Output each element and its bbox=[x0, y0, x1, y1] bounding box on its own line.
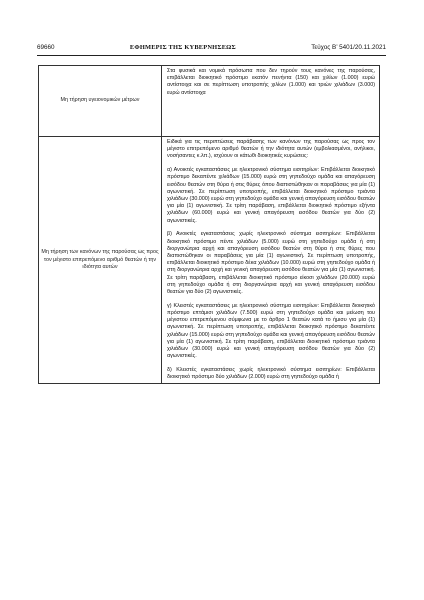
penalty-paragraph: β) Ανοικτές εγκαταστάσεις χωρίς ηλεκτρονικό σύστημα εισιτηρίων: Επιβάλλεται διοικητικό πρόστιμο πέντε χιλιάδων (5.000) ευρώ στη γηπεδούχο ομάδα ή στη διοργανώτρια αρχή και απαγόρευση εισόδου θεατών στη θύρα ή στις θύρες που διαπιστώθηκαν οι παραβάσεις για μία (1) αγωνιστική. Σε περίπτωση υποτροπής, επιβάλλεται διοικητικό πρόστιμο δέκα χιλιάδων (10.000) ευρώ στη γηπεδούχο ομάδα ή στη διοργανώτρια αρχή και γενική απαγόρευση εισόδου θεατών για μία (1) αγωνιστική. Σε τρίτη παράβαση, επιβάλλεται διοικητικό πρόστιμο είκοσι χιλιάδων (20.000) ευρώ στη γηπεδούχο ομάδα ή στη διοργανώτρια αρχή και γενική απαγόρευση εισόδου θεατών για δύο (2) αγωνιστικές. bbox=[167, 231, 375, 296]
penalty-paragraph: Ειδικά για τις περιπτώσεις παράβασης των κανόνων της παρούσας ως προς τον μέγιστο επιτρεπόμενο αριθμό θεατών ή την ιδιότητα αυτών (εμβολιασμένοι, ανήλικοι, νοσήσαντες κ.λπ.), ισχύουν οι κάτωθι διοικητικές κυρώσεις: bbox=[167, 139, 375, 160]
page-number: 69660 bbox=[37, 44, 55, 51]
table-row bbox=[39, 66, 380, 137]
penalty-cell bbox=[162, 66, 380, 137]
penalty-paragraph: δ) Κλειστές εγκαταστάσεις χωρίς ηλεκτρονικό σύστημα εισιτηρίων: Επιβάλλεται διοικητικό πρόστιμο δύο χιλιάδων (2.000) ευρώ στη γηπεδούχο ομάδα ή bbox=[167, 367, 375, 381]
issue-reference: Τεύχος Β’ 5401/20.11.2021 bbox=[311, 44, 386, 51]
penalty-paragraph: α) Ανοικτές εγκαταστάσεις με ηλεκτρονικό σύστημα εισιτηρίων: Επιβάλλεται διοικητικό πρόστιμο δεκαπέντε χιλιάδων (15.000) ευρώ στη γηπεδούχο ομάδα και απαγόρευση εισόδου θεατών στη θύρα ή στις θύρες όπου διαπιστώθηκαν οι παραβάσεις για μία (1) αγωνιστική. Σε περίπτωση υποτροπής, επιβάλλεται διοικητικό πρόστιμο τριάντα χιλιάδων (30.000) ευρώ στη γηπεδούχο ομάδα και γενική απαγόρευση εισόδου θεατών για μία (1) αγωνιστική. Σε τρίτη παράβαση, επιβάλλεται διοικητικό πρόστιμο εξήντα χιλιάδων (60.000) ευρώ και γενική απαγόρευση εισόδου θεατών για δύο (2) αγωνιστικές. bbox=[167, 167, 375, 224]
penalty-paragraph: γ) Κλειστές εγκαταστάσεις με ηλεκτρονικό σύστημα εισιτηρίων: Επιβάλλεται διοικητικό πρόστιμο επτάμισι χιλιάδων (7.500) ευρώ στη γηπεδούχο ομάδα και μείωση του μέγιστου επιτρεπόμενου σύμφωνα με το άρθρο 1 θεατών κατά το ήμισυ για μία (1) αγωνιστική. Σε περίπτωση υποτροπής, επιβάλλεται διοικητικό πρόστιμο δεκαπέντε χιλιάδων (15.000) ευρώ στη γηπεδούχο ομάδα και γενική απαγόρευση εισόδου θεατών για μία (1) αγωνιστική. Σε τρίτη παράβαση, επιβάλλεται διοικητικό πρόστιμο τριάντα χιλιάδων (30.000) ευρώ και γενική απαγόρευση εισόδου θεατών για δύο (2) αγωνιστικές. bbox=[167, 302, 375, 360]
page-header bbox=[37, 44, 386, 51]
penalties-table bbox=[38, 65, 380, 384]
table-row bbox=[39, 137, 380, 384]
violation-cell: Μη τήρηση υγειονομικών μέτρων bbox=[39, 66, 162, 137]
violation-cell: Μη τήρηση των κανόνων της παρούσας ως προς τον μέγιστο επιτρεπόμενο αριθμό θεατών ή την ιδιότητα αυτών bbox=[39, 137, 162, 384]
penalty-paragraph: Στα φυσικά και νομικά πρόσωπα που δεν τηρούν τους κανόνες της παρούσας, επιβάλλεται διοικητικό πρόστιμο εκατόν πενήντα (150) και χιλίων (1.000) ευρώ αντίστοιχα και σε περίπτωση υποτροπής χιλίων (1.000) και τριών χιλιάδων (3.000) ευρώ αντίστοιχα bbox=[167, 68, 375, 96]
penalty-cell bbox=[162, 137, 380, 384]
gazette-title: ΕΦΗΜΕΡΙΣ ΤΗΣ ΚΥΒΕΡΝΗΣΕΩΣ bbox=[129, 44, 236, 51]
header-rule bbox=[37, 55, 386, 56]
